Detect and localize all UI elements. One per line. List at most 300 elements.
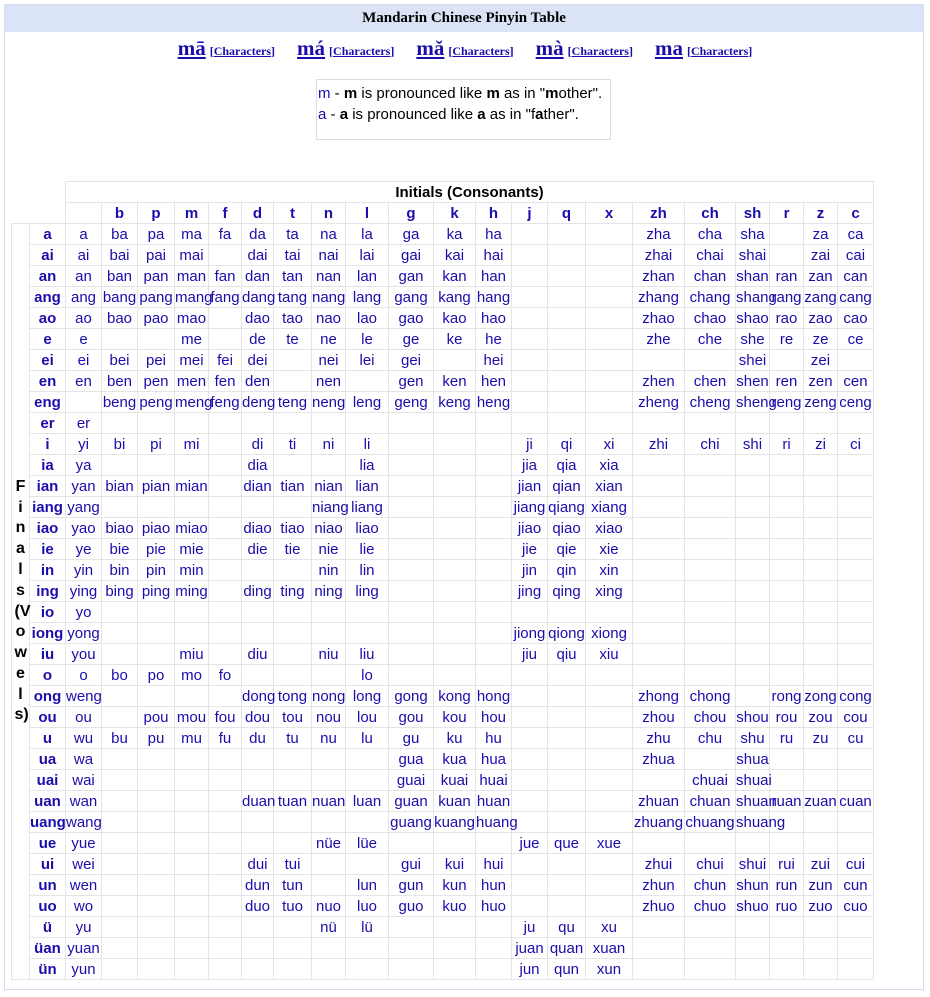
syllable-cell[interactable]: beng: [102, 393, 137, 411]
syllable-cell[interactable]: guo: [389, 896, 434, 917]
characters-link[interactable]: Characters: [333, 44, 391, 58]
syllable-cell[interactable]: ta: [274, 224, 312, 245]
syllable-cell[interactable]: kui: [434, 854, 476, 875]
syllable-cell[interactable]: wang: [66, 813, 102, 831]
syllable-cell[interactable]: lia: [346, 455, 389, 476]
syllable-cell[interactable]: kuan: [434, 791, 476, 812]
syllable-cell[interactable]: cao: [838, 308, 874, 329]
characters-link[interactable]: Characters: [571, 44, 629, 58]
syllable-cell[interactable]: mi: [175, 434, 209, 455]
syllable-cell[interactable]: tui: [274, 854, 312, 875]
syllable-cell[interactable]: yi: [66, 434, 102, 455]
syllable-cell[interactable]: ji: [512, 434, 548, 455]
syllable-cell[interactable]: wai: [66, 770, 102, 791]
syllable-cell[interactable]: bao: [102, 308, 138, 329]
syllable-cell[interactable]: shua: [736, 750, 769, 768]
syllable-cell[interactable]: kai: [434, 245, 476, 266]
syllable-cell[interactable]: bing: [102, 581, 138, 602]
syllable-cell[interactable]: niu: [312, 644, 346, 665]
syllable-cell[interactable]: xia: [586, 455, 633, 476]
syllable-cell[interactable]: ai: [66, 245, 102, 266]
syllable-cell[interactable]: mie: [175, 539, 209, 560]
syllable-cell[interactable]: dun: [242, 875, 274, 896]
syllable-cell[interactable]: xuan: [586, 938, 633, 959]
syllable-cell[interactable]: zuo: [804, 896, 838, 917]
syllable-cell[interactable]: gu: [389, 728, 434, 749]
syllable-cell[interactable]: gong: [389, 686, 434, 707]
syllable-cell[interactable]: fou: [209, 707, 242, 728]
syllable-cell[interactable]: zhua: [633, 749, 685, 770]
characters-link[interactable]: Characters: [690, 44, 749, 58]
syllable-cell[interactable]: chu: [685, 728, 736, 749]
syllable-cell[interactable]: tie: [274, 539, 312, 560]
syllable-cell[interactable]: tu: [274, 728, 312, 749]
syllable-cell[interactable]: xing: [586, 581, 633, 602]
syllable-cell[interactable]: keng: [434, 392, 476, 413]
syllable-cell[interactable]: zhen: [633, 371, 685, 392]
syllable-cell[interactable]: ban: [102, 266, 138, 287]
syllable-cell[interactable]: cuo: [838, 896, 874, 917]
syllable-cell[interactable]: dan: [242, 266, 274, 287]
syllable-cell[interactable]: huai: [476, 770, 512, 791]
syllable-cell[interactable]: e: [66, 329, 102, 350]
syllable-cell[interactable]: ping: [138, 581, 175, 602]
syllable-cell[interactable]: pin: [138, 560, 175, 581]
syllable-cell[interactable]: meng: [175, 393, 213, 411]
syllable-cell[interactable]: shuang: [736, 813, 786, 831]
syllable-cell[interactable]: bian: [102, 476, 138, 497]
syllable-cell[interactable]: bie: [102, 539, 138, 560]
syllable-cell[interactable]: ma: [175, 224, 209, 245]
syllable-cell[interactable]: tan: [274, 266, 312, 287]
syllable-cell[interactable]: tian: [274, 476, 312, 497]
syllable-cell[interactable]: cu: [838, 728, 874, 749]
syllable-cell[interactable]: qi: [548, 434, 586, 455]
syllable-cell[interactable]: nong: [312, 687, 346, 705]
syllable-cell[interactable]: ren: [770, 371, 804, 392]
syllable-cell[interactable]: ga: [389, 224, 434, 245]
syllable-cell[interactable]: na: [312, 224, 346, 245]
syllable-cell[interactable]: zhuang: [633, 813, 684, 831]
syllable-cell[interactable]: qiang: [548, 498, 585, 516]
syllable-cell[interactable]: lin: [346, 560, 389, 581]
syllable-cell[interactable]: ye: [66, 539, 102, 560]
syllable-cell[interactable]: reng: [771, 393, 802, 411]
syllable-cell[interactable]: cha: [685, 224, 736, 245]
syllable-cell[interactable]: zui: [804, 854, 838, 875]
syllable-cell[interactable]: pao: [138, 308, 175, 329]
syllable-cell[interactable]: kang: [434, 287, 476, 308]
syllable-cell[interactable]: men: [175, 371, 209, 392]
syllable-cell[interactable]: cui: [838, 854, 874, 875]
syllable-cell[interactable]: fei: [209, 350, 242, 371]
syllable-cell[interactable]: pan: [138, 266, 175, 287]
syllable-cell[interactable]: a: [66, 224, 102, 245]
syllable-cell[interactable]: jian: [512, 476, 548, 497]
syllable-cell[interactable]: ru: [770, 728, 804, 749]
syllable-cell[interactable]: jiao: [512, 518, 548, 539]
syllable-cell[interactable]: kong: [434, 686, 476, 707]
characters-link[interactable]: Characters: [213, 44, 272, 58]
syllable-cell[interactable]: pen: [138, 371, 175, 392]
syllable-cell[interactable]: hui: [476, 854, 512, 875]
syllable-cell[interactable]: ge: [389, 329, 434, 350]
syllable-cell[interactable]: fo: [209, 665, 242, 686]
syllable-cell[interactable]: jin: [512, 560, 548, 581]
syllable-cell[interactable]: xun: [586, 959, 633, 980]
syllable-cell[interactable]: miu: [175, 644, 209, 665]
syllable-cell[interactable]: jie: [512, 539, 548, 560]
syllable-cell[interactable]: lai: [346, 245, 389, 266]
syllable-cell[interactable]: shen: [736, 372, 769, 390]
syllable-cell[interactable]: du: [242, 728, 274, 749]
syllable-cell[interactable]: wa: [66, 749, 102, 770]
syllable-cell[interactable]: fa: [209, 224, 242, 245]
syllable-cell[interactable]: lu: [346, 728, 389, 749]
syllable-cell[interactable]: tai: [274, 245, 312, 266]
syllable-cell[interactable]: jiong: [512, 623, 548, 644]
syllable-cell[interactable]: weng: [66, 687, 102, 705]
syllable-cell[interactable]: ca: [838, 224, 874, 245]
syllable-cell[interactable]: zen: [804, 371, 838, 392]
syllable-cell[interactable]: gan: [389, 266, 434, 287]
syllable-cell[interactable]: tuo: [274, 896, 312, 917]
syllable-cell[interactable]: zan: [804, 266, 838, 287]
syllable-cell[interactable]: lao: [346, 308, 389, 329]
syllable-cell[interactable]: ke: [434, 329, 476, 350]
syllable-cell[interactable]: fang: [210, 288, 240, 306]
syllable-cell[interactable]: re: [770, 329, 804, 350]
syllable-cell[interactable]: lü: [346, 917, 389, 938]
syllable-cell[interactable]: gui: [389, 854, 434, 875]
syllable-cell[interactable]: nan: [312, 266, 346, 287]
syllable-cell[interactable]: xu: [586, 917, 633, 938]
syllable-cell[interactable]: kou: [434, 707, 476, 728]
syllable-cell[interactable]: ruo: [770, 896, 804, 917]
syllable-cell[interactable]: kao: [434, 308, 476, 329]
syllable-cell[interactable]: tou: [274, 707, 312, 728]
syllable-cell[interactable]: shu: [736, 728, 770, 749]
syllable-cell[interactable]: shai: [736, 245, 770, 266]
syllable-cell[interactable]: ha: [476, 224, 512, 245]
syllable-cell[interactable]: xin: [586, 560, 633, 581]
syllable-cell[interactable]: qian: [548, 476, 586, 497]
syllable-cell[interactable]: ding: [243, 582, 272, 600]
syllable-cell[interactable]: leng: [346, 392, 389, 413]
syllable-cell[interactable]: heng: [476, 393, 511, 411]
syllable-cell[interactable]: mao: [175, 308, 209, 329]
syllable-cell[interactable]: dong: [242, 687, 276, 705]
syllable-cell[interactable]: shuai: [736, 771, 772, 789]
syllable-cell[interactable]: chuai: [685, 770, 736, 791]
syllable-cell[interactable]: zang: [804, 288, 837, 306]
syllable-cell[interactable]: xiong: [586, 623, 633, 644]
syllable-cell[interactable]: er: [66, 413, 102, 434]
syllable-cell[interactable]: zai: [804, 245, 838, 266]
syllable-cell[interactable]: chai: [685, 245, 736, 266]
syllable-cell[interactable]: teng: [274, 392, 312, 413]
syllable-cell[interactable]: fan: [209, 266, 242, 287]
syllable-cell[interactable]: zhan: [633, 266, 685, 287]
syllable-cell[interactable]: zun: [804, 875, 838, 896]
syllable-cell[interactable]: jue: [512, 833, 548, 854]
syllable-cell[interactable]: tiao: [274, 518, 312, 539]
syllable-cell[interactable]: ba: [102, 224, 138, 245]
syllable-cell[interactable]: xiang: [586, 497, 633, 518]
syllable-cell[interactable]: pa: [138, 224, 175, 245]
syllable-cell[interactable]: zong: [804, 687, 837, 705]
syllable-cell[interactable]: peng: [139, 393, 173, 411]
syllable-cell[interactable]: pei: [138, 350, 175, 371]
syllable-cell[interactable]: ze: [804, 329, 838, 350]
syllable-cell[interactable]: qun: [548, 959, 586, 980]
syllable-cell[interactable]: nou: [312, 707, 346, 728]
syllable-cell[interactable]: yong: [67, 624, 100, 642]
syllable-cell[interactable]: ti: [274, 434, 312, 455]
syllable-cell[interactable]: jiang: [512, 497, 548, 518]
syllable-cell[interactable]: gua: [389, 749, 434, 770]
syllable-cell[interactable]: ya: [66, 455, 102, 476]
syllable-cell[interactable]: shui: [736, 854, 770, 875]
syllable-cell[interactable]: ceng: [839, 393, 872, 411]
syllable-cell[interactable]: cou: [838, 707, 874, 728]
syllable-cell[interactable]: gang: [389, 287, 434, 308]
syllable-cell[interactable]: li: [346, 434, 389, 455]
syllable-cell[interactable]: nai: [312, 245, 346, 266]
syllable-cell[interactable]: chan: [685, 266, 736, 287]
syllable-cell[interactable]: nie: [312, 539, 346, 560]
syllable-cell[interactable]: juan: [512, 938, 548, 959]
syllable-cell[interactable]: zhou: [633, 707, 685, 728]
syllable-cell[interactable]: guai: [389, 770, 434, 791]
syllable-cell[interactable]: lie: [346, 539, 389, 560]
syllable-cell[interactable]: qie: [548, 539, 586, 560]
syllable-cell[interactable]: gao: [389, 308, 434, 329]
syllable-cell[interactable]: yu: [66, 917, 102, 938]
syllable-cell[interactable]: den: [242, 371, 274, 392]
syllable-cell[interactable]: chun: [685, 875, 736, 896]
syllable-cell[interactable]: an: [66, 266, 102, 287]
syllable-cell[interactable]: que: [548, 833, 586, 854]
syllable-cell[interactable]: che: [685, 329, 736, 350]
syllable-cell[interactable]: chui: [685, 854, 736, 875]
syllable-cell[interactable]: nian: [312, 476, 346, 497]
syllable-cell[interactable]: zheng: [633, 392, 685, 413]
syllable-cell[interactable]: mo: [175, 665, 209, 686]
syllable-cell[interactable]: long: [346, 686, 389, 707]
syllable-cell[interactable]: yang: [67, 498, 100, 516]
syllable-cell[interactable]: chang: [685, 287, 736, 308]
syllable-cell[interactable]: dai: [242, 245, 274, 266]
syllable-cell[interactable]: shou: [736, 708, 769, 726]
syllable-cell[interactable]: zhu: [633, 728, 685, 749]
syllable-cell[interactable]: qing: [548, 581, 586, 602]
syllable-cell[interactable]: wei: [66, 854, 102, 875]
syllable-cell[interactable]: bang: [102, 288, 137, 306]
syllable-cell[interactable]: ning: [312, 581, 346, 602]
syllable-cell[interactable]: yo: [66, 602, 102, 623]
syllable-cell[interactable]: yuan: [67, 939, 100, 957]
syllable-cell[interactable]: die: [242, 539, 274, 560]
syllable-cell[interactable]: shuan: [736, 792, 777, 810]
syllable-cell[interactable]: zha: [633, 224, 685, 245]
syllable-cell[interactable]: qiu: [548, 644, 586, 665]
syllable-cell[interactable]: jia: [512, 455, 548, 476]
syllable-cell[interactable]: chao: [685, 308, 736, 329]
syllable-cell[interactable]: tao: [274, 308, 312, 329]
syllable-cell[interactable]: han: [476, 266, 512, 287]
syllable-cell[interactable]: ku: [434, 728, 476, 749]
syllable-cell[interactable]: o: [66, 665, 102, 686]
syllable-cell[interactable]: chi: [685, 434, 736, 455]
syllable-cell[interactable]: rao: [770, 308, 804, 329]
syllable-cell[interactable]: miao: [175, 519, 208, 537]
syllable-cell[interactable]: fen: [209, 371, 242, 392]
syllable-cell[interactable]: dao: [242, 308, 274, 329]
syllable-cell[interactable]: ben: [102, 371, 138, 392]
syllable-cell[interactable]: cun: [838, 875, 874, 896]
syllable-cell[interactable]: ran: [770, 266, 804, 287]
syllable-cell[interactable]: pian: [138, 476, 175, 497]
syllable-cell[interactable]: shi: [736, 434, 770, 455]
syllable-cell[interactable]: wu: [66, 728, 102, 749]
syllable-cell[interactable]: kuo: [434, 896, 476, 917]
syllable-cell[interactable]: biao: [102, 518, 138, 539]
syllable-cell[interactable]: xiu: [586, 644, 633, 665]
syllable-cell[interactable]: huan: [476, 792, 511, 810]
syllable-cell[interactable]: dui: [242, 854, 274, 875]
syllable-cell[interactable]: lian: [346, 476, 389, 497]
syllable-cell[interactable]: chou: [685, 707, 736, 728]
syllable-cell[interactable]: di: [242, 434, 274, 455]
syllable-cell[interactable]: luo: [346, 896, 389, 917]
syllable-cell[interactable]: kan: [434, 266, 476, 287]
syllable-cell[interactable]: fu: [209, 728, 242, 749]
syllable-cell[interactable]: ting: [274, 581, 312, 602]
syllable-cell[interactable]: yan: [66, 476, 102, 497]
characters-link[interactable]: Characters: [452, 44, 510, 58]
syllable-cell[interactable]: qiao: [548, 518, 586, 539]
syllable-cell[interactable]: duo: [242, 896, 274, 917]
syllable-cell[interactable]: pu: [138, 728, 175, 749]
syllable-cell[interactable]: jiu: [512, 644, 548, 665]
syllable-cell[interactable]: shan: [736, 267, 769, 285]
syllable-cell[interactable]: pi: [138, 434, 175, 455]
syllable-cell[interactable]: ruan: [771, 792, 802, 810]
syllable-cell[interactable]: neng: [312, 393, 346, 411]
syllable-cell[interactable]: cen: [838, 371, 874, 392]
syllable-cell[interactable]: pou: [138, 707, 175, 728]
syllable-cell[interactable]: yue: [66, 833, 102, 854]
syllable-cell[interactable]: guang: [390, 813, 432, 831]
syllable-cell[interactable]: zhuo: [633, 896, 685, 917]
syllable-cell[interactable]: tuan: [274, 791, 312, 812]
syllable-cell[interactable]: shao: [736, 309, 769, 327]
syllable-cell[interactable]: wan: [66, 791, 102, 812]
syllable-cell[interactable]: liu: [346, 644, 389, 665]
syllable-cell[interactable]: duan: [242, 792, 276, 810]
syllable-cell[interactable]: te: [274, 329, 312, 350]
syllable-cell[interactable]: he: [476, 329, 512, 350]
syllable-cell[interactable]: shei: [736, 350, 770, 371]
syllable-cell[interactable]: ri: [770, 434, 804, 455]
syllable-cell[interactable]: rui: [770, 854, 804, 875]
syllable-cell[interactable]: diao: [243, 519, 272, 537]
syllable-cell[interactable]: hu: [476, 728, 512, 749]
syllable-cell[interactable]: kua: [434, 749, 476, 770]
syllable-cell[interactable]: ying: [66, 581, 102, 602]
syllable-cell[interactable]: le: [346, 329, 389, 350]
syllable-cell[interactable]: yun: [66, 959, 102, 980]
syllable-cell[interactable]: tun: [274, 875, 312, 896]
syllable-cell[interactable]: bin: [102, 560, 138, 581]
syllable-cell[interactable]: lang: [346, 287, 389, 308]
syllable-cell[interactable]: gai: [389, 245, 434, 266]
syllable-cell[interactable]: la: [346, 224, 389, 245]
syllable-cell[interactable]: zhong: [633, 686, 685, 707]
syllable-cell[interactable]: huang: [476, 813, 518, 831]
syllable-cell[interactable]: hun: [476, 875, 512, 896]
syllable-cell[interactable]: diu: [242, 644, 274, 665]
syllable-cell[interactable]: hei: [476, 350, 512, 371]
syllable-cell[interactable]: dia: [242, 455, 274, 476]
syllable-cell[interactable]: ne: [312, 329, 346, 350]
syllable-cell[interactable]: ka: [434, 224, 476, 245]
syllable-cell[interactable]: kun: [434, 875, 476, 896]
tone-syllable-link[interactable]: ma: [654, 36, 683, 60]
syllable-cell[interactable]: gen: [389, 371, 434, 392]
syllable-cell[interactable]: man: [175, 266, 209, 287]
syllable-cell[interactable]: chuan: [685, 791, 736, 812]
syllable-cell[interactable]: ei: [66, 350, 102, 371]
syllable-cell[interactable]: geng: [389, 392, 434, 413]
syllable-cell[interactable]: gou: [389, 707, 434, 728]
syllable-cell[interactable]: liao: [346, 518, 389, 539]
tone-syllable-link[interactable]: mǎ: [416, 36, 445, 60]
syllable-cell[interactable]: zao: [804, 308, 838, 329]
syllable-cell[interactable]: de: [242, 329, 274, 350]
syllable-cell[interactable]: guan: [389, 791, 434, 812]
syllable-cell[interactable]: pai: [138, 245, 175, 266]
tone-syllable-link[interactable]: mà: [535, 36, 564, 60]
syllable-cell[interactable]: cuan: [839, 792, 872, 810]
syllable-cell[interactable]: jun: [512, 959, 548, 980]
syllable-cell[interactable]: chuang: [685, 813, 735, 831]
syllable-cell[interactable]: zhai: [633, 245, 685, 266]
syllable-cell[interactable]: lüe: [346, 833, 389, 854]
syllable-cell[interactable]: hen: [476, 371, 512, 392]
syllable-cell[interactable]: bo: [102, 665, 138, 686]
syllable-cell[interactable]: quan: [548, 938, 586, 959]
syllable-cell[interactable]: zhao: [633, 308, 685, 329]
syllable-cell[interactable]: mei: [175, 350, 209, 371]
syllable-cell[interactable]: wen: [66, 875, 102, 896]
syllable-cell[interactable]: xian: [586, 476, 633, 497]
syllable-cell[interactable]: xue: [586, 833, 633, 854]
syllable-cell[interactable]: cong: [839, 687, 872, 705]
syllable-cell[interactable]: zhui: [633, 854, 685, 875]
syllable-cell[interactable]: hou: [476, 707, 512, 728]
syllable-cell[interactable]: nin: [312, 560, 346, 581]
syllable-cell[interactable]: zhun: [633, 875, 685, 896]
syllable-cell[interactable]: wo: [66, 896, 102, 917]
syllable-cell[interactable]: deng: [242, 393, 276, 411]
syllable-cell[interactable]: sha: [736, 224, 770, 245]
syllable-cell[interactable]: ju: [512, 917, 548, 938]
syllable-cell[interactable]: sheng: [736, 393, 777, 411]
syllable-cell[interactable]: you: [66, 644, 102, 665]
syllable-cell[interactable]: me: [175, 329, 209, 350]
